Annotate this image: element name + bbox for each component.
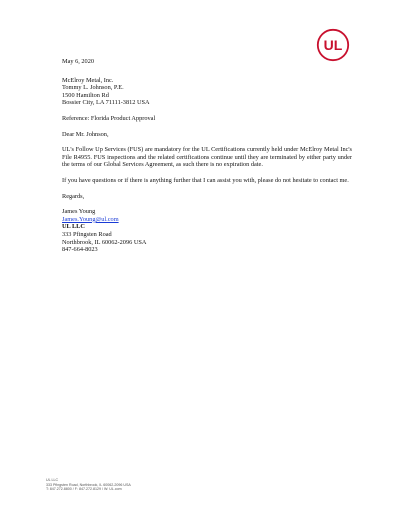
closing: Regards, — [62, 192, 85, 200]
paragraph-fus — [62, 146, 352, 169]
letter-date: May 6, 2020 — [62, 58, 95, 65]
recipient-block — [62, 77, 352, 107]
paragraph-text: If you have questions or if there is anything further that I can assist you with, please do not hesitate to contact me. — [62, 176, 349, 184]
recipient-city: Bossier City, LA 71111-3812 USA — [62, 99, 150, 107]
ul-logo-text: UL — [323, 37, 343, 54]
footer-contact: T: 847.272.8800 / F: 847.272.8129 / W: UL.com — [46, 487, 122, 492]
salutation: Dear Mr. Johnson, — [62, 130, 109, 138]
footer-address: 333 Pfingsten Road, Northbrook, IL 60062-2096 USA — [46, 482, 131, 487]
letter-body — [62, 58, 352, 254]
paragraph-contact — [62, 177, 352, 185]
ul-logo-mark — [316, 28, 350, 62]
signature-block — [62, 208, 352, 254]
recipient-street: 1500 Hamilton Rd — [62, 91, 109, 99]
recipient-name: Tommy L. Johnson, P.E. — [62, 84, 124, 92]
ul-logo — [316, 28, 350, 62]
footer-company: UL LLC — [46, 478, 59, 482]
signer-email-link[interactable]: James.Young@ul.com — [62, 215, 119, 223]
signer-name: James Young — [62, 208, 96, 216]
paragraph-text: UL's Follow Up Services (FUS) are mandatory for the UL Certifications currently held under McElroy Metal Inc's File R4955. FUS inspections and the related certifications continue until they are terminated by either party under the terms of our Global Services Agreement, as such there is no expiration date. — [62, 146, 352, 169]
signer-street: 333 Pfingsten Road — [62, 230, 112, 238]
recipient-company: McElroy Metal, Inc. — [62, 76, 114, 84]
signer-phone: 847-664-8023 — [62, 246, 98, 254]
signer-city: Northbrook, IL 60062-2096 USA — [62, 238, 147, 246]
reference-line: Reference: Florida Product Approval — [62, 114, 156, 122]
page-footer — [46, 478, 216, 492]
signer-company: UL LLC — [62, 223, 85, 231]
